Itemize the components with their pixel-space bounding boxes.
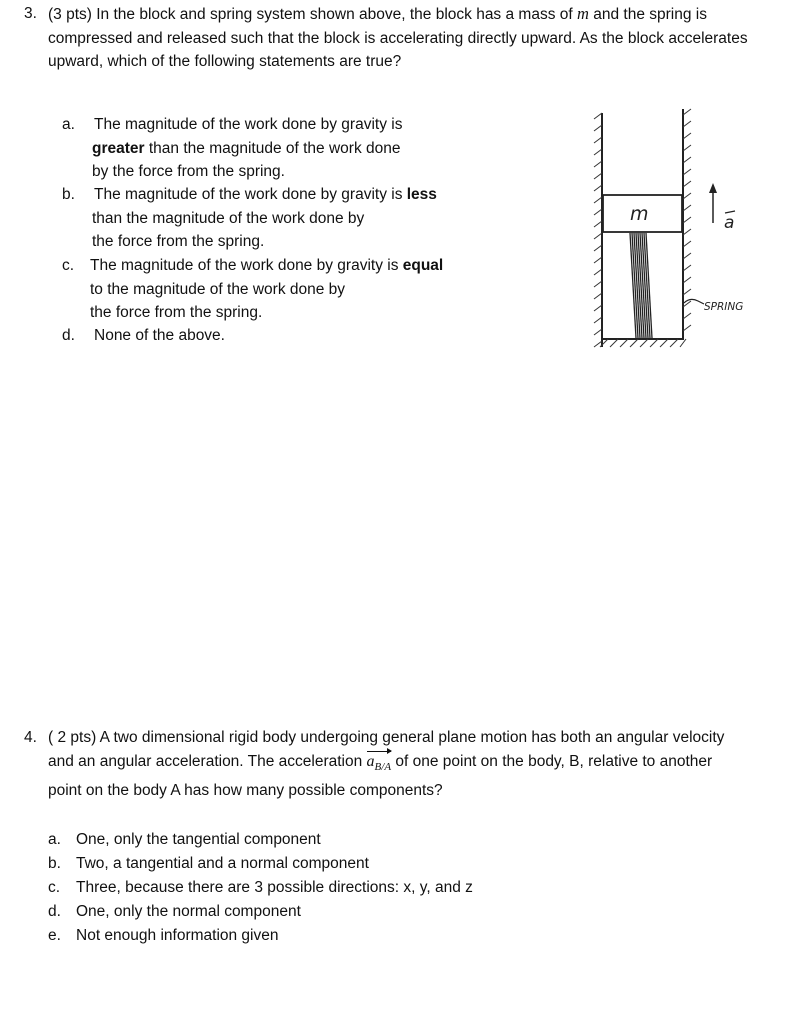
- q3-option-a-letter: a.: [62, 116, 75, 133]
- q4-option-d: [48, 900, 568, 924]
- q3-option-b-letter: b.: [62, 186, 75, 203]
- q4-option-d-text: One, only the normal component: [76, 903, 301, 920]
- left-wall-hatching: [594, 113, 602, 347]
- q3-option-c-letter: c.: [62, 257, 75, 274]
- question-3: [24, 2, 764, 74]
- q3-option-a-bold: greater: [92, 139, 145, 157]
- q3-option-a-line2-rest: than the magnitude of the work done: [144, 139, 401, 157]
- q4-option-c-text: Three, because there are 3 possible directions: x, y, and z: [76, 879, 473, 896]
- q3-option-b-line2: than the magnitude of the work done by: [92, 209, 365, 227]
- q3-option-a-text: [92, 113, 402, 184]
- question-4-number: 4.: [24, 729, 37, 746]
- block-spring-diagram: [580, 105, 792, 355]
- accel-symbol-subscript: B/A: [374, 760, 392, 773]
- q3-option-c-line3: the force from the spring.: [90, 304, 263, 321]
- q3-option-d-letter: d.: [62, 327, 75, 344]
- q3-option-b-line1-pre: The magnitude of the work done by gravity is: [94, 186, 407, 203]
- q3-option-c-text: [90, 254, 443, 325]
- q4-option-c: [48, 876, 608, 900]
- q4-option-c-letter: c.: [48, 879, 61, 896]
- mass-label: m: [630, 203, 649, 225]
- right-wall-hatching: [683, 109, 691, 331]
- q3-option-b-bold: less: [406, 186, 437, 203]
- question-3-text: [48, 2, 748, 74]
- q4-option-e-text: Not enough information given: [76, 927, 279, 944]
- q4-option-b-letter: b.: [48, 855, 61, 872]
- q3-option-c-line2: to the magnitude of the work done by: [90, 280, 346, 298]
- question-3-text-mid: and the spring is compressed and released such that the block is accelerating directly upward. As the block accelerates upward, which of the following statements are true?: [48, 6, 748, 70]
- question-3-number: 3.: [24, 5, 37, 22]
- question-4-text-post: of one point on the body, B, relative to another point on the body A has how many possible components?: [48, 752, 713, 800]
- q4-option-a-letter: a.: [48, 831, 61, 848]
- question-3-text-pre: (3 pts) In the block and spring system shown above, the block has a mass of: [48, 6, 577, 23]
- floor-hatching: [600, 339, 686, 347]
- q3-option-c-bold: equal: [402, 257, 444, 274]
- q4-option-e-letter: e.: [48, 927, 61, 944]
- q3-option-b-line3: the force from the spring.: [92, 233, 265, 250]
- accel-symbol-letter: a: [366, 752, 375, 770]
- question-4-text: [48, 726, 738, 803]
- mass-variable: m: [577, 4, 589, 23]
- question-4-text-pre: ( 2 pts) A two dimensional rigid body undergoing general plane motion has both an angular velocity and an angular acceleration. The acceleration: [48, 729, 725, 770]
- q3-option-b-text: [92, 183, 437, 254]
- q3-option-c-line1: [90, 254, 443, 278]
- spring-coils: [630, 233, 652, 338]
- q3-option-c: [62, 254, 502, 325]
- q3-option-c-line1-pre: The magnitude of the work done by gravity is: [90, 257, 403, 274]
- q3-option-d: [62, 324, 362, 348]
- q4-option-a: [48, 828, 568, 852]
- q4-option-b-text: Two, a tangential and a normal component: [76, 855, 369, 872]
- vector-arrow-icon: [367, 751, 392, 752]
- q4-option-e: [48, 924, 568, 948]
- q4-option-d-letter: d.: [48, 903, 61, 920]
- acceleration-arrowhead: [709, 183, 717, 193]
- q3-option-b: [62, 183, 482, 254]
- spring-pointer: [684, 299, 704, 304]
- acceleration-label: a: [724, 213, 735, 233]
- q3-option-a-line2: [92, 137, 402, 161]
- acceleration-b-a-symbol: [367, 750, 392, 780]
- q4-option-a-text: One, only the tangential component: [76, 831, 321, 848]
- q3-option-a: [62, 113, 482, 184]
- q3-option-b-line1: [94, 183, 437, 207]
- q3-option-a-line3: by the force from the spring.: [92, 163, 285, 180]
- question-4: [24, 726, 764, 798]
- q4-option-b: [48, 852, 568, 876]
- spring-label: SPRING: [704, 301, 744, 313]
- q3-option-a-line1: The magnitude of the work done by gravity is: [94, 116, 403, 133]
- q3-option-d-text: None of the above.: [94, 327, 225, 344]
